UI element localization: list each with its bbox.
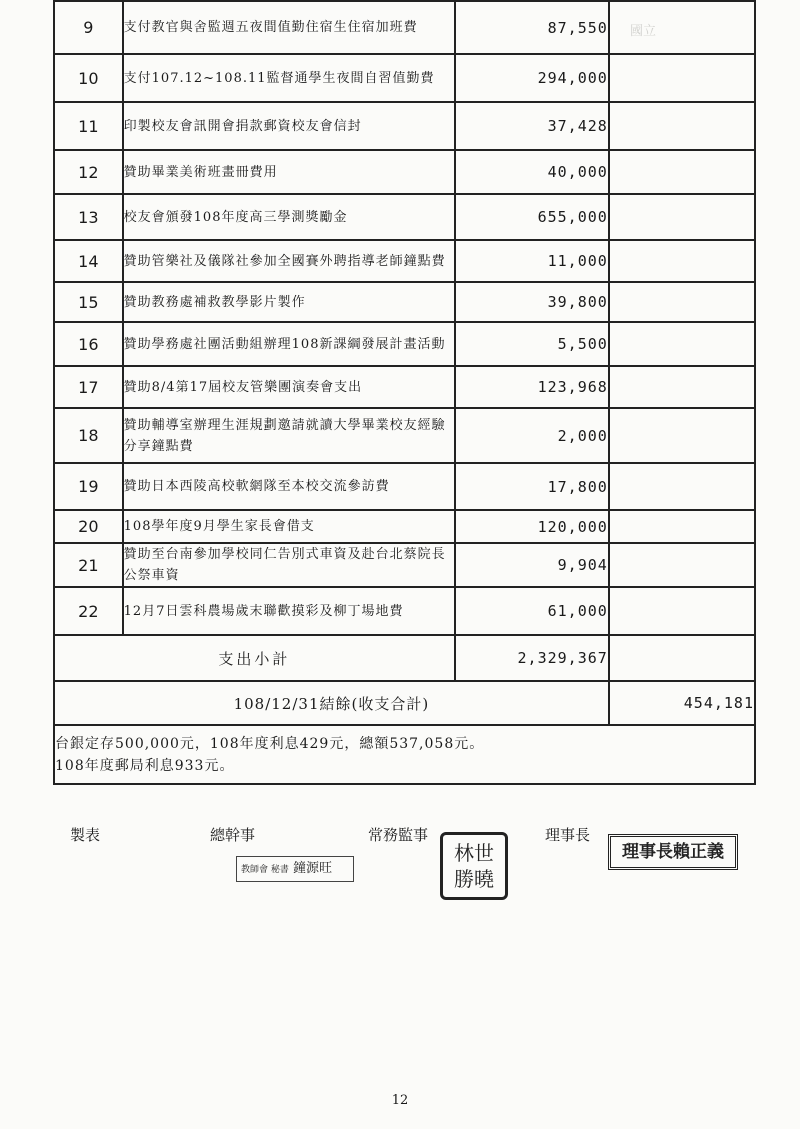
row-amount: 87,550 (455, 1, 609, 54)
table-row (54, 322, 755, 366)
row-amount: 5,500 (455, 322, 609, 366)
row-number: 18 (54, 408, 123, 463)
row-item: 贊助管樂社及儀隊社參加全國賽外聘指導老師鐘點費 (123, 240, 455, 282)
subtotal-amount: 2,329,367 (455, 635, 609, 681)
chairman-stamp: 理事長賴正義 (608, 834, 738, 870)
row-balance-cell (609, 1, 755, 54)
row-item: 贊助學務處社團活動組辦理108新課綱發展計畫活動 (123, 322, 455, 366)
row-number: 19 (54, 463, 123, 510)
table-row (54, 240, 755, 282)
row-balance-cell (609, 102, 755, 150)
table-row (54, 102, 755, 150)
row-number: 9 (54, 1, 123, 54)
row-item: 支付107.12~108.11監督通學生夜間自習值勤費 (123, 54, 455, 102)
row-balance-cell (609, 54, 755, 102)
row-item: 贊助輔導室辦理生涯規劃邀請就讀大學畢業校友經驗分享鐘點費 (123, 408, 455, 463)
row-item: 支付教官與舍監週五夜間值勤住宿生住宿加班費 (123, 1, 455, 54)
table-row (54, 510, 755, 543)
prepared-by-label: 製表 (70, 826, 101, 844)
row-number: 21 (54, 543, 123, 587)
row-balance-cell (609, 510, 755, 543)
bleed-through-text: 國立 (630, 24, 657, 39)
row-amount: 40,000 (455, 150, 609, 194)
row-balance-cell (609, 240, 755, 282)
row-balance-cell (609, 408, 755, 463)
expense-table (53, 0, 756, 785)
row-number: 16 (54, 322, 123, 366)
table-row (54, 54, 755, 102)
row-amount: 294,000 (455, 54, 609, 102)
note-line-1: 台銀定存500,000元，108年度利息429元，總額537,058元。 (55, 735, 485, 752)
balance-row (54, 681, 755, 725)
row-number: 20 (54, 510, 123, 543)
table-row (54, 150, 755, 194)
row-amount: 39,800 (455, 282, 609, 322)
table-row (54, 408, 755, 463)
row-item: 印製校友會訊開會捐款郵資校友會信封 (123, 102, 455, 150)
row-item: 贊助至台南參加學校同仁告別式車資及赴台北蔡院長公祭車資 (123, 543, 455, 587)
supervisor-label: 常務監事 (368, 826, 429, 844)
row-number: 12 (54, 150, 123, 194)
row-item: 贊助畢業美術班畫冊費用 (123, 150, 455, 194)
table-row (54, 1, 755, 54)
row-item: 贊助教務處補救教學影片製作 (123, 282, 455, 322)
row-balance-cell (609, 194, 755, 240)
row-item: 校友會頒發108年度高三學測獎勵金 (123, 194, 455, 240)
row-amount: 120,000 (455, 510, 609, 543)
row-number: 11 (54, 102, 123, 150)
balance-label: 108/12/31結餘(收支合計) (54, 681, 609, 725)
row-number: 22 (54, 587, 123, 635)
row-amount: 123,968 (455, 366, 609, 408)
row-amount: 9,904 (455, 543, 609, 587)
row-number: 14 (54, 240, 123, 282)
row-amount: 17,800 (455, 463, 609, 510)
secretary-stamp: 教師會 秘書 鐘源旺 (236, 856, 354, 882)
table-row (54, 282, 755, 322)
table-row (54, 194, 755, 240)
secretary-label: 總幹事 (210, 826, 256, 844)
row-number: 17 (54, 366, 123, 408)
row-number: 10 (54, 54, 123, 102)
row-number: 13 (54, 194, 123, 240)
supervisor-seal: 林世勝曉 (440, 832, 508, 900)
chairman-label: 理事長 (545, 826, 591, 844)
row-balance-cell (609, 282, 755, 322)
row-balance-cell (609, 150, 755, 194)
subtotal-row (54, 635, 755, 681)
subtotal-label: 支出小計 (54, 635, 455, 681)
table-row (54, 463, 755, 510)
row-item: 贊助8/4第17屆校友管樂團演奏會支出 (123, 366, 455, 408)
note-row (54, 725, 755, 784)
row-item: 108學年度9月學生家長會借支 (123, 510, 455, 543)
row-amount: 61,000 (455, 587, 609, 635)
row-amount: 2,000 (455, 408, 609, 463)
row-amount: 655,000 (455, 194, 609, 240)
page-number: 12 (391, 1093, 409, 1108)
row-item: 贊助日本西陵高校軟網隊至本校交流參訪費 (123, 463, 455, 510)
row-balance-cell (609, 543, 755, 587)
row-number: 15 (54, 282, 123, 322)
balance-amount: 454,181 (609, 681, 755, 725)
note-cell (54, 725, 755, 784)
table-row (54, 587, 755, 635)
row-balance-cell (609, 463, 755, 510)
expense-rows (54, 1, 755, 635)
note-line-2: 108年度郵局利息933元。 (55, 757, 235, 774)
table-row (54, 543, 755, 587)
row-balance-cell (609, 366, 755, 408)
row-amount: 37,428 (455, 102, 609, 150)
row-balance-cell (609, 322, 755, 366)
row-balance-cell (609, 587, 755, 635)
table-row (54, 366, 755, 408)
row-item: 12月7日雲科農場歲末聯歡摸彩及柳丁場地費 (123, 587, 455, 635)
signature-row (0, 824, 800, 904)
row-amount: 11,000 (455, 240, 609, 282)
